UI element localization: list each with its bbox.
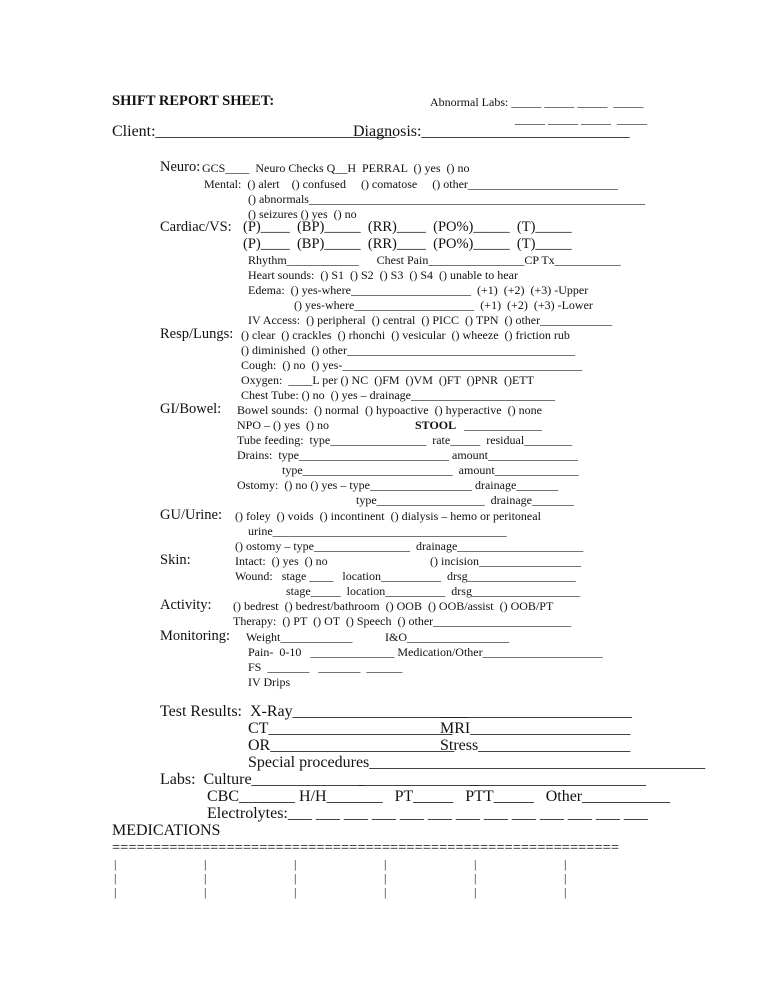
- ostomy-line-2[interactable]: type__________________ drainage_______: [356, 493, 574, 507]
- drains-line-2[interactable]: type_________________________ amount______________: [282, 463, 579, 477]
- resp-line-1[interactable]: () clear () crackles () rhonchi () vesicular () wheeze () friction rub: [241, 328, 570, 342]
- med-cell-divider: |: [114, 857, 117, 871]
- chest-tube-line[interactable]: Chest Tube: () no () yes – drainage________________________: [241, 388, 555, 402]
- med-cell-divider: |: [384, 857, 387, 871]
- gu-label: GU/Urine:: [160, 507, 223, 523]
- client-field[interactable]: Client:______________________________: [112, 123, 396, 140]
- med-cell-divider: |: [114, 871, 117, 885]
- skin-intact-line[interactable]: Intact: () yes () no: [235, 554, 328, 568]
- page-title: SHIFT REPORT SHEET:: [112, 93, 275, 109]
- med-cell-divider: |: [384, 871, 387, 885]
- med-cell-divider: |: [474, 871, 477, 885]
- med-cell-divider: |: [294, 871, 297, 885]
- med-cell-divider: |: [204, 885, 207, 899]
- ostomy-line-1[interactable]: Ostomy: () no () yes – type_________________ drainage_______: [237, 478, 559, 492]
- pain-line[interactable]: Pain- 0-10 ______________ Medication/Other____________________: [248, 645, 603, 659]
- xray-field[interactable]: Test Results: X-Ray______________________: [160, 703, 469, 720]
- cough-line[interactable]: Cough: () no () yes-________________________________________: [241, 358, 583, 372]
- oxygen-line[interactable]: Oxygen: ____L per () NC ()FM ()VM ()FT ()PNR ()ETT: [241, 373, 534, 387]
- heart-sounds-line[interactable]: Heart sounds: () S1 () S2 () S3 () S4 () unable to hear: [248, 268, 518, 282]
- resp-label: Resp/Lungs:: [160, 326, 234, 342]
- npo-line[interactable]: NPO – () yes () no: [237, 418, 329, 432]
- special-procedures-field[interactable]: Special procedures__________________________________________: [248, 754, 706, 771]
- abnormal-labs-line-1[interactable]: Abnormal Labs: _____ _____ _____ _____: [430, 95, 644, 109]
- rhythm-line[interactable]: Rhythm____________ Chest Pain________________CP Tx___________: [248, 253, 621, 267]
- test-results-extra-field[interactable]: ________________________: [440, 703, 632, 720]
- edema-upper-line[interactable]: Edema: () yes-where____________________ (+1) (+2) (+3) -Upper: [248, 283, 589, 297]
- gu-ostomy-line[interactable]: () ostomy – type________________ drainage_____________________: [235, 539, 584, 553]
- resp-diminished-line[interactable]: () diminished () other______________________________________: [241, 343, 575, 357]
- neuro-line-1[interactable]: GCS____ Neuro Checks Q__H PERRAL () yes () no: [202, 161, 470, 175]
- labs-extra-field-1[interactable]: _______________: [358, 771, 478, 788]
- mri-field[interactable]: MRI____________________: [440, 720, 631, 737]
- diagnosis-field[interactable]: Diagnosis:__________________________: [353, 123, 630, 140]
- or-field[interactable]: OR_______________________: [248, 737, 455, 754]
- neuro-mental-line[interactable]: Mental: () alert () confused () comatose () other_________________________: [204, 177, 618, 191]
- iv-access-line[interactable]: IV Access: () peripheral () central () PICC () TPN () other____________: [248, 313, 613, 327]
- electrolytes-line[interactable]: Electrolytes:___ ___ ___ ___ ___ ___ ___ ___ ___ ___ ___ ___ ___: [207, 805, 648, 822]
- med-cell-divider: |: [564, 857, 567, 871]
- stool-label: STOOL: [415, 418, 457, 432]
- neuro-abnormals-line[interactable]: () abnormals________________________________________________________: [248, 192, 645, 206]
- cbc-line[interactable]: CBC_______ H/H_______ PT_____ PTT_____ Other___________: [207, 788, 671, 805]
- weight-field[interactable]: Weight____________: [246, 630, 353, 644]
- med-cell-divider: |: [474, 885, 477, 899]
- tube-feeding-line[interactable]: Tube feeding: type________________ rate_____ residual________: [237, 433, 573, 447]
- cardiac-label: Cardiac/VS:: [160, 219, 232, 235]
- iv-drips-label: IV Drips: [248, 675, 291, 689]
- gu-line-1[interactable]: () foley () voids () incontinent () dialysis – hemo or peritoneal: [235, 509, 541, 523]
- labs-culture-field[interactable]: Labs: Culture______________: [160, 771, 364, 788]
- ct-field[interactable]: CT_______________________: [248, 720, 453, 737]
- skin-label: Skin:: [160, 552, 191, 568]
- vitals-row-1[interactable]: (P)____ (BP)_____ (RR)____ (PO%)_____ (T)_____: [243, 219, 572, 235]
- bowel-sounds-line[interactable]: Bowel sounds: () normal () hypoactive () hyperactive () none: [237, 403, 542, 417]
- med-cell-divider: |: [294, 885, 297, 899]
- fs-line[interactable]: FS _______ _______ ______: [248, 660, 403, 674]
- med-cell-divider: |: [204, 871, 207, 885]
- incision-field[interactable]: () incision_________________: [430, 554, 581, 568]
- drains-line-1[interactable]: Drains: type_________________________ amount_______________: [237, 448, 578, 462]
- med-cell-divider: |: [564, 885, 567, 899]
- medications-title: MEDICATIONS: [112, 822, 221, 839]
- med-cell-divider: |: [474, 857, 477, 871]
- edema-lower-line[interactable]: () yes-where____________________ (+1) (+2) (+3) -Lower: [294, 298, 593, 312]
- urine-line[interactable]: urine_______________________________________: [248, 524, 507, 538]
- neuro-label: Neuro:: [160, 159, 201, 175]
- monitoring-label: Monitoring:: [160, 628, 231, 644]
- therapy-line[interactable]: Therapy: () PT () OT () Speech () other_______________________: [233, 614, 572, 628]
- abnormal-labs-line-2[interactable]: _____ _____ _____ _____: [515, 112, 647, 126]
- med-cell-divider: |: [564, 871, 567, 885]
- medications-rule: ==============================================================: [112, 841, 620, 856]
- activity-line-1[interactable]: () bedrest () bedrest/bathroom () OOB () OOB/assist () OOB/PT: [233, 599, 554, 613]
- wound-line-2[interactable]: stage_____ location__________ drsg__________________: [286, 584, 580, 598]
- med-cell-divider: |: [294, 857, 297, 871]
- io-field[interactable]: I&O_________________: [385, 630, 509, 644]
- activity-label: Activity:: [160, 597, 212, 613]
- neuro-seizures-line[interactable]: () seizures () yes () no: [248, 207, 357, 221]
- wound-line-1[interactable]: Wound: stage ____ location__________ drsg__________________: [235, 569, 576, 583]
- labs-extra-field-2[interactable]: ______________________: [470, 771, 646, 788]
- vitals-row-2[interactable]: (P)____ (BP)_____ (RR)____ (PO%)_____ (T)_____: [243, 236, 572, 252]
- med-cell-divider: |: [204, 857, 207, 871]
- gi-label: GI/Bowel:: [160, 401, 222, 417]
- med-cell-divider: |: [384, 885, 387, 899]
- stool-field[interactable]: _____________: [464, 418, 542, 432]
- med-cell-divider: |: [114, 885, 117, 899]
- stress-field[interactable]: Stress___________________: [440, 737, 631, 754]
